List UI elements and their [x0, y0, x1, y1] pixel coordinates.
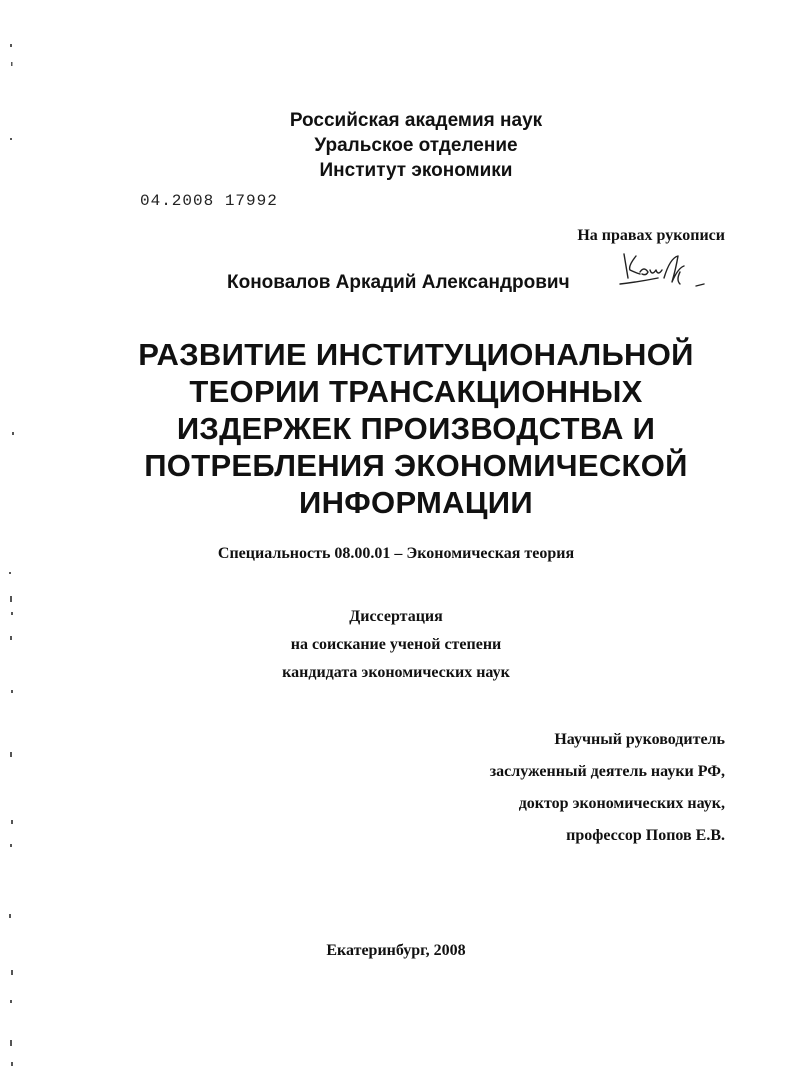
- supervisor-block: [490, 724, 725, 852]
- supervisor-line-2: заслуженный деятель науки РФ,: [489, 763, 725, 780]
- organization-branch: Уральское отделение: [314, 135, 518, 156]
- rights-note: На правах рукописи: [577, 227, 725, 244]
- author-name: Коновалов Аркадий Александрович: [227, 272, 570, 293]
- title-line-1: РАЗВИТИЕ ИНСТИТУЦИОНАЛЬНОЙ: [138, 337, 694, 372]
- author-signature: [618, 248, 708, 296]
- specialty: Специальность 08.00.01 – Экономическая теория: [217, 545, 575, 562]
- supervisor-line-1: Научный руководитель: [554, 731, 725, 748]
- organization-institute: Институт экономики: [319, 160, 513, 181]
- title-line-2: ТЕОРИИ ТРАНСАКЦИОННЫХ: [189, 374, 643, 409]
- supervisor-line-3: доктор экономических наук,: [518, 795, 725, 812]
- dissertation-title: [110, 336, 722, 521]
- city-year: Екатеринбург, 2008: [326, 942, 466, 959]
- organization-name: Российская академия наук: [289, 110, 543, 131]
- title-line-3: ИЗДЕРЖЕК ПРОИЗВОДСТВА И: [176, 411, 656, 446]
- degree-line-2: на соискание ученой степени: [290, 636, 502, 653]
- title-line-4: ПОТРЕБЛЕНИЯ ЭКОНОМИЧЕСКОЙ: [144, 448, 688, 483]
- degree-statement: [0, 603, 792, 687]
- degree-line-3: кандидата экономических наук: [282, 664, 510, 681]
- supervisor-line-4: профессор Попов Е.В.: [566, 827, 725, 844]
- degree-line-1: Диссертация: [349, 608, 443, 625]
- registration-number-stamp: 04.2008 17992: [140, 192, 278, 210]
- title-line-5: ИНФОРМАЦИИ: [299, 485, 533, 520]
